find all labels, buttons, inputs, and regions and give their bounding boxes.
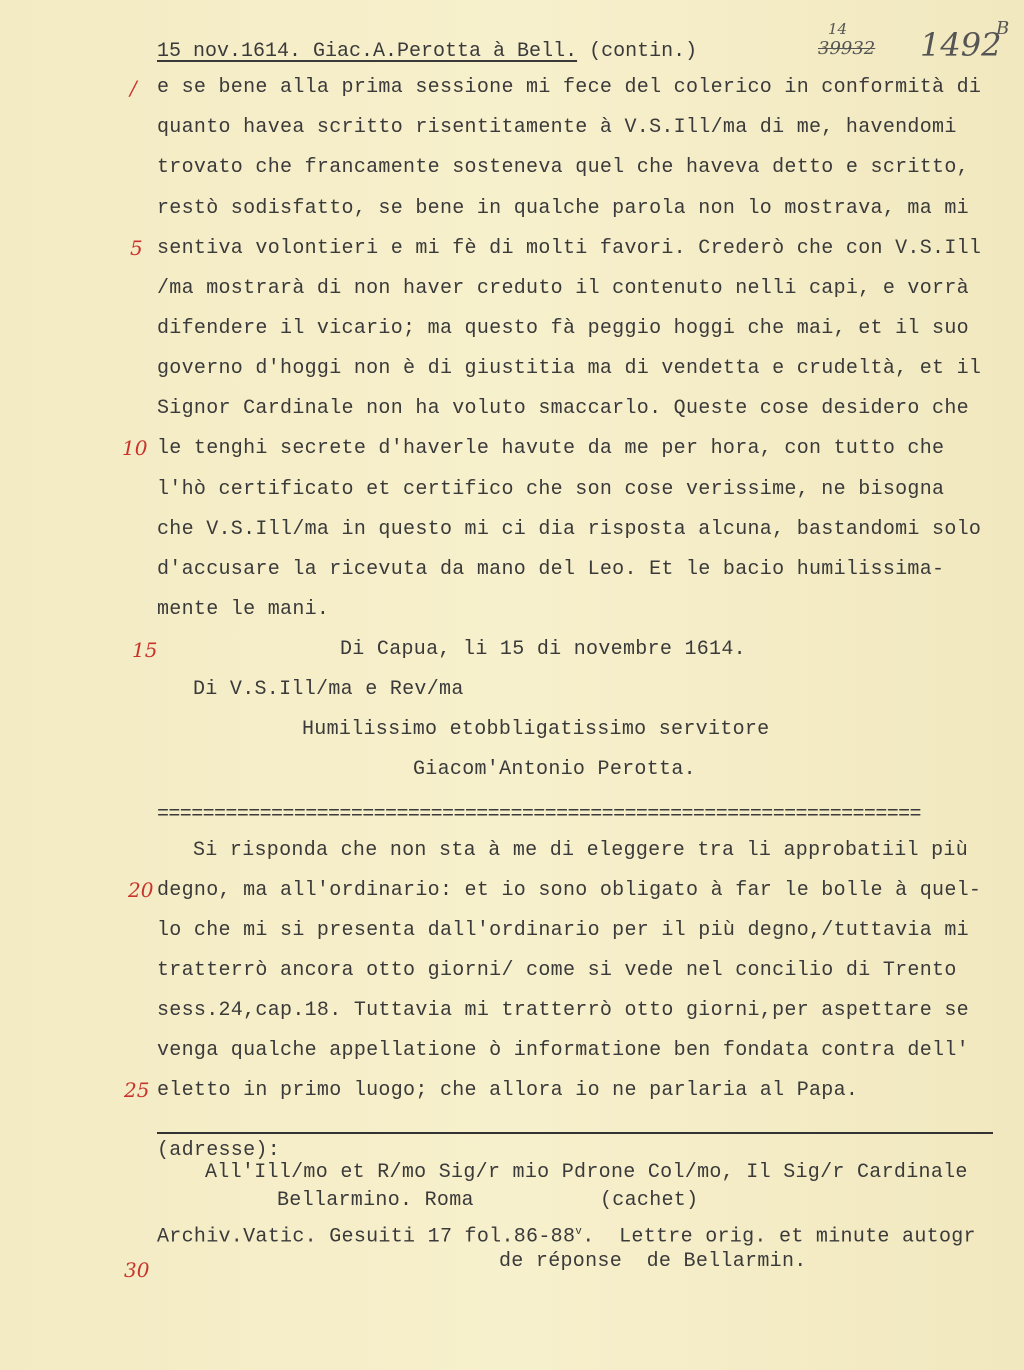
text-line: lo che mi si presenta dall'ordinario per il più degno,/tuttavia mi [157,919,969,942]
source-sup: v [575,1226,583,1238]
text-line: l'hò certificato et certifico che son cose verissime, ne bisogna [157,478,945,501]
text-line: quanto havea scritto risentitamente à V.S.Ill/ma di me, havendomi [157,116,957,139]
margin-number: 20 [128,878,154,902]
source-line1 [157,1220,976,1250]
address-line1: All'Ill/mo et R/mo Sig/r mio Pdrone Col/mo, Il Sig/r Cardinale [205,1161,968,1184]
folio-hand: 1492 [920,26,1002,64]
signature: Giacom'Antonio Perotta. [413,758,696,781]
margin-number: 10 [122,436,148,460]
header-title: 15 nov.1614. Giac.A.Perotta à Bell. [157,40,578,63]
text-line: degno, ma all'ordinario: et io sono obligato à far le bolle à quel- [157,879,982,902]
text-line: Si risponda che non sta à me di eleggere tra li approbatiil più [193,839,969,862]
folio-typed: 39932 [818,38,876,59]
text-line: d'accusare la ricevuta da mano del Leo. Et le bacio humilissima- [157,558,945,581]
text-line: e se bene alla prima sessione mi fece del colerico in conformità di [157,76,982,99]
source-text: Archiv.Vatic. Gesuiti 17 fol.86-88 [157,1225,576,1249]
folio-letter: B [996,18,1010,39]
source-line2: de réponse de Bellarmin. [499,1250,807,1273]
text-line: governo d'hoggi non è di giustitia ma di vendetta e crudeltà, et il [157,357,982,380]
text-line: difendere il vicario; ma questo fà peggio hoggi che mai, et il suo [157,317,969,340]
margin-number: 30 [124,1258,150,1282]
header-contin: (contin.) [589,40,698,63]
folio-pen: 14 [828,20,848,38]
text-line: sess.24,cap.18. Tuttavia mi tratterrò otto giorni,per aspettare se [157,999,969,1022]
text-line: mente le mani. [157,598,330,621]
address-line2: Bellarmino. Roma [277,1189,474,1212]
header [157,40,697,64]
margin-number: 5 [130,236,143,260]
text-line: sentiva volontieri e mi fè di molti favori. Crederò che con V.S.Ill [157,237,982,260]
text-line: trovato che francamente sosteneva quel che haveva detto e scritto, [157,156,969,179]
divider [157,1132,993,1134]
text-line: restò sodisfatto, se bene in qualche parola non lo mostrava, ma mi [157,197,969,220]
margin-number: 15 [132,638,158,662]
address-label: (adresse): [157,1139,281,1162]
text-line: Signor Cardinale non ha voluto smaccarlo. Queste cose desidero che [157,397,969,420]
text-line: che V.S.Ill/ma in questo mi ci dia risposta alcuna, bastandomi solo [157,518,982,541]
text-line: eletto in primo luogo; che allora io ne parlaria al Papa. [157,1079,859,1102]
servant-line: Humilissimo etobbligatissimo servitore [302,718,770,741]
source-text-b: . Lettre orig. et minute autogr [582,1225,976,1249]
salutation: Di V.S.Ill/ma e Rev/ma [193,678,464,701]
margin-number: / [130,76,137,100]
text-line: tratterrò ancora otto giorni/ come si vede nel concilio di Trento [157,959,957,982]
place-date: Di Capua, li 15 di novembre 1614. [340,638,746,661]
text-line: venga qualche appellatione ò informatione ben fondata contra dell' [157,1039,969,1062]
margin-number: 25 [124,1078,150,1102]
cachet: (cachet) [600,1189,699,1212]
text-line: /ma mostrarà di non haver creduto il contenuto nelli capi, e vorrà [157,277,969,300]
separator: =================================================================== [157,803,921,826]
text-line: le tenghi secrete d'haverle havute da me per hora, con tutto che [157,437,945,460]
